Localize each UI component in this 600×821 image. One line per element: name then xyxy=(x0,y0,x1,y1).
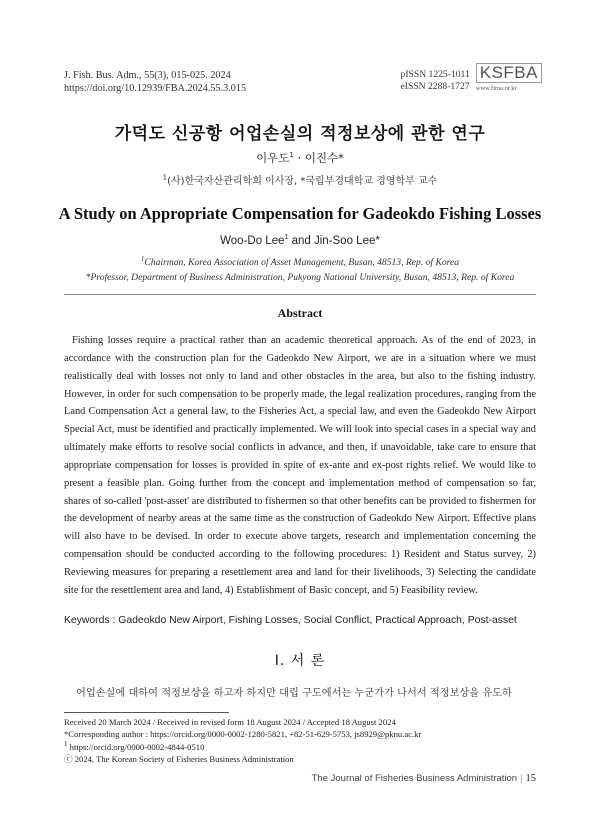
english-author-1: Woo-Do Lee xyxy=(220,235,285,247)
english-title: A Study on Appropriate Compensation for Gadeokdo Fishing Losses xyxy=(58,204,542,223)
orcid-1 xyxy=(64,741,421,753)
journal-header xyxy=(64,69,246,95)
english-authors xyxy=(0,235,600,247)
logo-text: KSFBA xyxy=(476,63,542,83)
page-number: 15 xyxy=(525,773,536,784)
english-affil-1-mark: 1 xyxy=(140,254,145,263)
received-dates: Received 20 March 2024 / Received in revised form 18 August 2024 / Accepted 18 August 2024 xyxy=(64,717,396,727)
english-author-2: Jin-Soo Lee* xyxy=(313,235,380,247)
english-affiliation-1 xyxy=(0,254,600,268)
english-affil-1-text: Chairman, Korea Association of Asset Management, Busan, 48513, Rep. of Korea xyxy=(144,257,460,268)
abstract-text: Fishing losses require a practical rather than an academic theoretical approach. As of the end of 2023, in accordance with the construction plan for the Gadeokdo New Airport, we are in a situation where we must realistically deal with losses not only to land and other obstacles in the area, but also to the fishing industry. However, in order for such compensation to be properly made, the legal realization procedures, ranging from the Land Compensation Act a general law, to the Fisheries Act, a special law, and even the Gadeokdo New Airport Special Act, must be identified and practically implemented. We will look into special cases in a special way and ultimately make efforts to resolve social conflicts in advance, and then, if unavoidable, take care to ensure that appropriate compensation for losses is provided in spite of ex-ante and ex-post rights relief. We would like to present a feasible plan. Going further from the concept and implementation method of compensation so far, shares of so-called 'post-asset' are distributed to fishermen so that other benefits can be provided to fishermen for the development of nearby areas at the same time as the construction of Gadeokdo New Airport. Effective plans will also have to be devised. In order to execute above targets, research and implementation concerning the compensation should be conducted according to the following procedures: 1) Resident and Status survey, 2) Reviewing measures for preparing a resettlement area and land for their livelihoods, 3) Selecting the candidate site for the resettlement area and land, 4) Establishment of Basic concept, and 5) Feasibility review. xyxy=(64,335,536,596)
korean-affiliation xyxy=(0,172,600,187)
society-logo xyxy=(476,63,542,92)
divider xyxy=(64,294,536,295)
keywords: Keywords : Gadeokdo New Airport, Fishing Losses, Social Conflict, Practical Approach, Post-asset xyxy=(64,615,517,626)
footer-separator: | xyxy=(520,773,523,784)
korean-authors xyxy=(0,150,600,166)
eissn: eISSN 2288-1727 xyxy=(400,80,470,92)
korean-author-1-mark: 1 xyxy=(289,151,294,160)
korean-affil-text: (사)한국자산관리학회 이사장, *국립부경대학교 경영학부 교수 xyxy=(167,176,438,187)
page-footer xyxy=(312,773,536,784)
abstract-heading: Abstract xyxy=(277,306,323,320)
korean-title: 가덕도 신공항 어업손실의 적정보상에 관한 연구 xyxy=(114,124,486,144)
footnotes xyxy=(64,716,421,765)
journal-citation: J. Fish. Bus. Adm., 55(3), 015-025. 2024 xyxy=(64,70,231,81)
author-separator: · xyxy=(293,151,305,165)
english-author-1-mark: 1 xyxy=(284,234,289,242)
author-and: and xyxy=(288,235,314,247)
orcid-1-link[interactable]: https://orcid.org/0000-0002-4844-0510 xyxy=(69,741,205,752)
korean-author-2: 이진수* xyxy=(304,151,344,165)
body-text-line: 어업손실에 대하여 적정보상을 하고자 하지만 대립 구도에서는 누군가가 나서서 적정보상을 유도하 xyxy=(76,688,512,699)
orcid-1-mark: 1 xyxy=(64,739,68,748)
english-affiliation-2: *Professor, Department of Business Administration, Pukyong National University, Busan, 48513, Rep. of Korea xyxy=(85,272,515,283)
footer-journal-name: The Journal of Fisheries Business Administration xyxy=(311,773,518,784)
issn-block xyxy=(401,63,542,92)
footnote-rule xyxy=(64,712,229,713)
pissn: pISSN 1225-1011 xyxy=(400,69,470,80)
korean-author-1: 이우도 xyxy=(256,151,290,165)
logo-url[interactable]: www.fima.or.kr xyxy=(475,85,517,92)
corresponding-author: *Corresponding author : https://orcid.org/0000-0002-1280-5821, +82-51-629-5753, js8929@pknu.ac.kr xyxy=(64,729,422,740)
doi-link[interactable]: https://doi.org/10.12939/FBA.2024.55.3.015 xyxy=(64,83,247,94)
copyright: ⓒ 2024, The Korean Society of Fisheries Business Administration xyxy=(64,753,294,764)
korean-affil-mark: 1 xyxy=(162,173,168,182)
section-heading: Ⅰ. 서 론 xyxy=(274,653,326,669)
